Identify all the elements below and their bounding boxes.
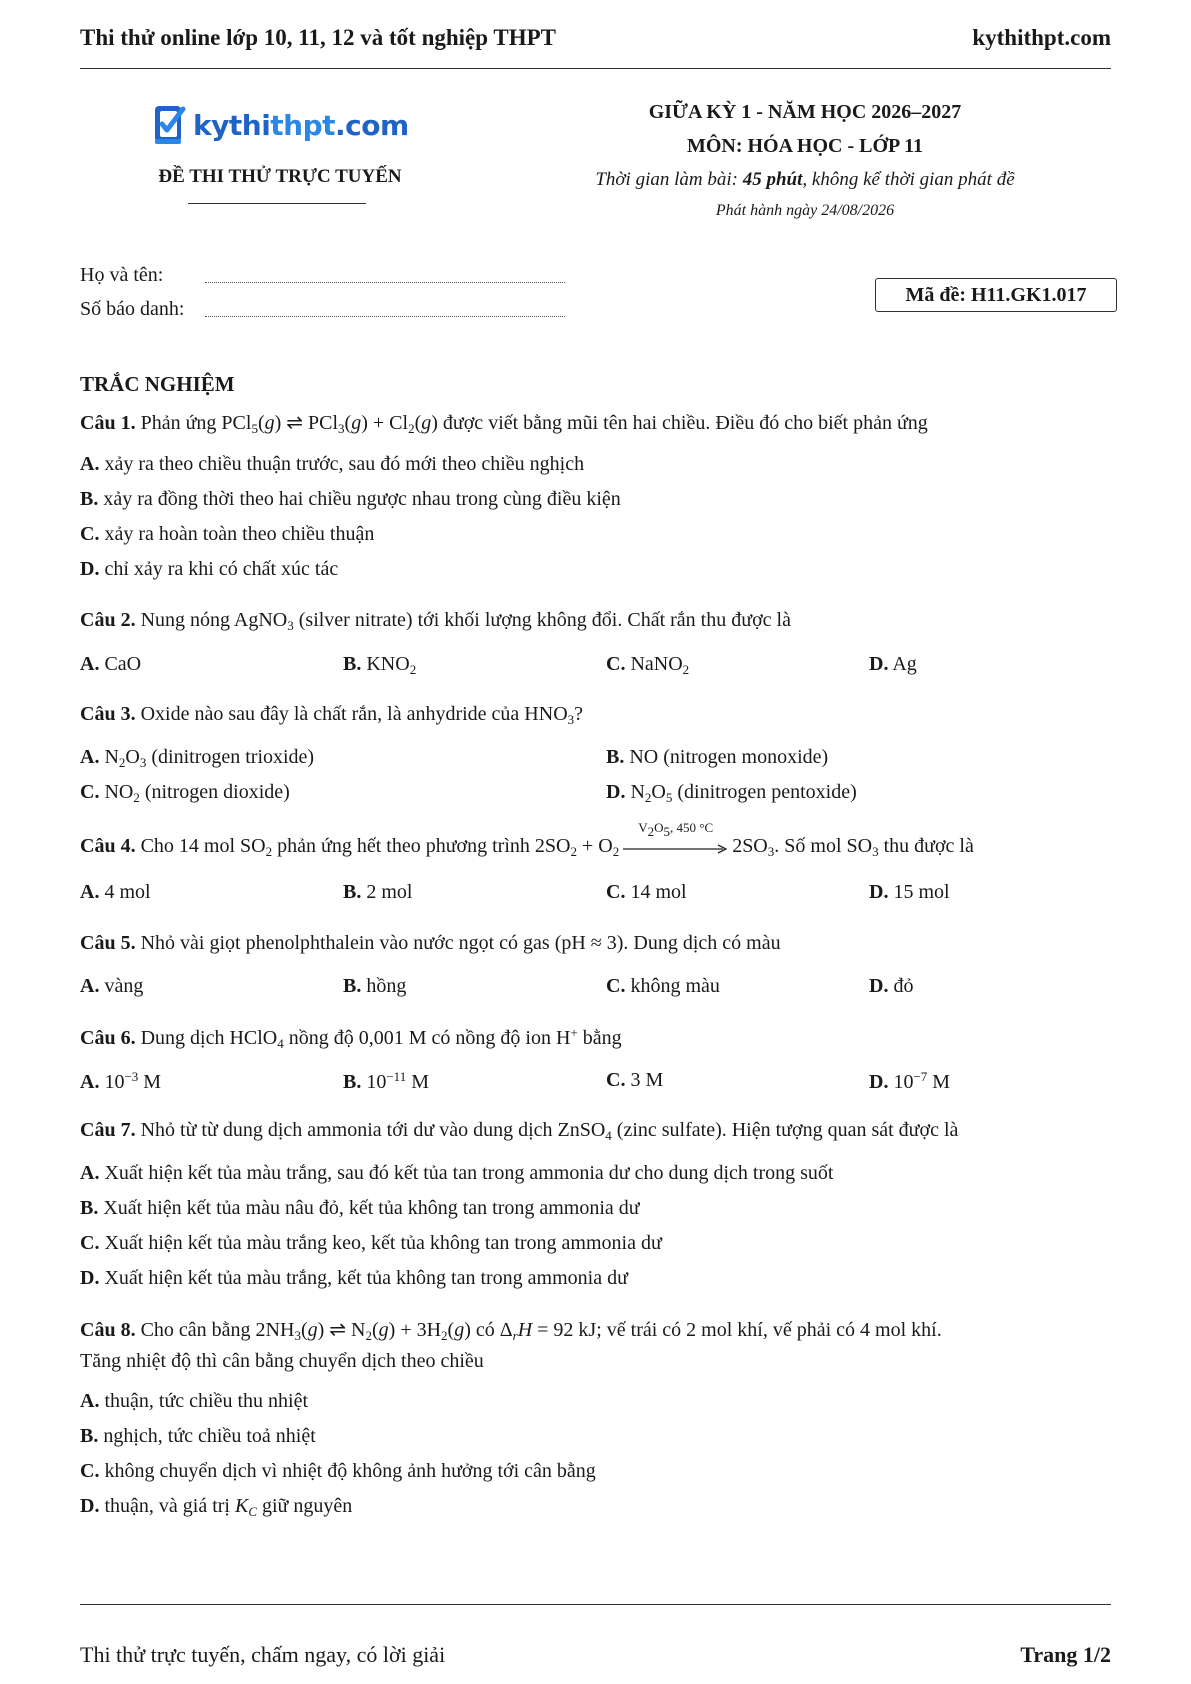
q7-option-c[interactable]: C. Xuất hiện kết tủa màu trắng keo, kết tủa không tan trong ammonia dư [80, 1232, 662, 1254]
q1-option-b[interactable]: B. xảy ra đồng thời theo hai chiều ngược nhau trong cùng điều kiện [80, 488, 621, 510]
q3-option-d[interactable]: D. $N_2O_5$ (dinitrogen pentoxide) [606, 781, 857, 805]
id-label: Số báo danh: [80, 298, 185, 320]
question-5: Câu 5. Nhỏ vài giọt phenolphthalein vào nước ngọt có gas (pH ≈ 3). Dung dịch có màu [80, 932, 781, 954]
q8-option-d[interactable]: D. thuận, và giá trị $K_C$ giữ nguyên [80, 1495, 353, 1519]
q1-option-c[interactable]: C. xảy ra hoàn toàn theo chiều thuận [80, 523, 375, 545]
q1-option-a[interactable]: A. xảy ra theo chiều thuận trước, sau đó mới theo chiều nghịch [80, 453, 585, 475]
q5-option-c[interactable]: C. không màu [606, 975, 720, 997]
q3-option-c[interactable]: C. $NO_2$ (nitrogen dioxide) [80, 781, 290, 805]
question-8-line-2: Tăng nhiệt độ thì cân bằng chuyển dịch theo chiều [80, 1350, 484, 1372]
exam-subtitle: ĐỀ THI THỬ TRỰC TUYẾN [158, 166, 402, 187]
subtitle-underline [188, 203, 366, 204]
q4-option-b[interactable]: B. 2 mol [343, 881, 413, 903]
logo-text: kythithpt.com [193, 108, 409, 142]
q6-option-a[interactable]: A. $10^{-3}$ M [80, 1069, 162, 1093]
exam-release-date: Phát hành ngày 24/08/2026 [715, 202, 895, 219]
exam-code-box: Mã đề: H11.GK1.017 [875, 278, 1117, 312]
q8-option-c[interactable]: C. không chuyển dịch vì nhiệt độ không ảnh hưởng tới cân bằng [80, 1460, 596, 1482]
question-7: Câu 7. Nhỏ từ từ dung dịch ammonia tới dư vào dung dịch ZnSO$_4$ (zinc sulfate). Hiện tượng quan sát được là [80, 1119, 959, 1143]
question-1: Câu 1. Phản ứng PCl$_5$(g) ⇌ $PCl_3(g) + Cl_2(g)$ được viết bằng mũi tên hai chiều. Điều đó cho biết phản ứng [80, 412, 928, 436]
q7-option-a[interactable]: A. Xuất hiện kết tủa màu trắng, sau đó kết tủa tan trong ammonia dư cho dung dịch trong suốt [80, 1162, 834, 1184]
q5-option-d[interactable]: D. đỏ [869, 975, 914, 997]
q6-option-c[interactable]: C. 3 M [606, 1069, 664, 1091]
q4-option-d[interactable]: D. 15 mol [869, 881, 950, 903]
q2-option-d[interactable]: D. Ag [869, 653, 917, 675]
question-3: Câu 3. Oxide nào sau đây là chất rắn, là anhydride của $HNO_3$? [80, 703, 584, 727]
exam-heading [545, 96, 1065, 226]
page-header [80, 22, 1111, 54]
id-field[interactable] [205, 316, 565, 317]
q2-option-c[interactable]: C. NaNO$_2$ [606, 653, 690, 677]
question-2: Câu 2. Nung nóng AgNO$_3$ (silver nitrate) tới khối lượng không đổi. Chất rắn thu được là [80, 609, 791, 633]
page-number: Trang 1/2 [1020, 1642, 1111, 1667]
q7-option-b[interactable]: B. Xuất hiện kết tủa màu nâu đỏ, kết tủa không tan trong ammonia dư [80, 1197, 640, 1219]
q3-option-a[interactable]: A. $N_2O_3$ (dinitrogen trioxide) [80, 746, 315, 770]
reaction-arrow: $V_2O_5$, 450 °C [623, 844, 728, 854]
header-site[interactable]: kythithpt.com [972, 25, 1111, 50]
site-logo[interactable] [153, 103, 409, 147]
q7-option-d[interactable]: D. Xuất hiện kết tủa màu trắng, kết tủa không tan trong ammonia dư [80, 1267, 628, 1289]
footer-rule [80, 1604, 1111, 1605]
footer-text: Thi thử trực tuyến, chấm ngay, có lời giải [80, 1642, 446, 1667]
question-4: Câu 4. Cho 14 mol $SO_2$ phản ứng hết theo phương trình $2SO_2 + O_2$ $V_2O_5$, 450 °C $2SO_3$. Số mol $SO_3$ thu được là [80, 820, 974, 859]
page-footer [80, 1640, 1111, 1670]
question-6: Câu 6. Dung dịch HClO$_4$ nồng độ 0,001 M có nồng độ ion H+ bằng [80, 1025, 622, 1051]
q2-option-b[interactable]: B. $KNO_2$ [343, 653, 417, 677]
header-left-text: Thi thử online lớp 10, 11, 12 và tốt nghiệp THPT [80, 25, 556, 50]
q8-option-b[interactable]: B. nghịch, tức chiều toả nhiệt [80, 1425, 316, 1447]
q8-option-a[interactable]: A. thuận, tức chiều thu nhiệt [80, 1390, 309, 1412]
q1-option-d[interactable]: D. chỉ xảy ra khi có chất xúc tác [80, 558, 339, 580]
q3-option-b[interactable]: B. NO (nitrogen monoxide) [606, 746, 829, 768]
section-title: TRẮC NGHIỆM [80, 372, 235, 396]
exam-title: GIỮA KỲ 1 - NĂM HỌC 2026–2027 [648, 101, 962, 123]
name-field[interactable] [205, 282, 565, 283]
name-label: Họ và tên: [80, 264, 164, 286]
q6-option-b[interactable]: B. $10^{-11}$ M [343, 1069, 429, 1093]
header-rule [80, 68, 1111, 69]
exam-subject: MÔN: HÓA HỌC - LỚP 11 [686, 135, 924, 157]
q4-option-c[interactable]: C. 14 mol [606, 881, 687, 903]
exam-time: Thời gian làm bài: 45 phút, không kể thời gian phát đề [595, 169, 1015, 190]
check-book-icon [153, 103, 187, 147]
q6-option-d[interactable]: D. $10^{-7}$ M [869, 1069, 951, 1093]
q2-option-a[interactable]: A. CaO [80, 653, 142, 675]
q4-option-a[interactable]: A. 4 mol [80, 881, 151, 903]
q5-option-b[interactable]: B. hồng [343, 975, 407, 997]
q5-option-a[interactable]: A. vàng [80, 975, 144, 997]
question-8: Câu 8. Cho cân bằng $2NH_3(g)$ ⇌ $N_2(g) + 3H_2(g)$ có $\Delta_rH = 92$ kJ; vế trái có 2 mol khí, vế phải có 4 mol khí. [80, 1319, 942, 1343]
